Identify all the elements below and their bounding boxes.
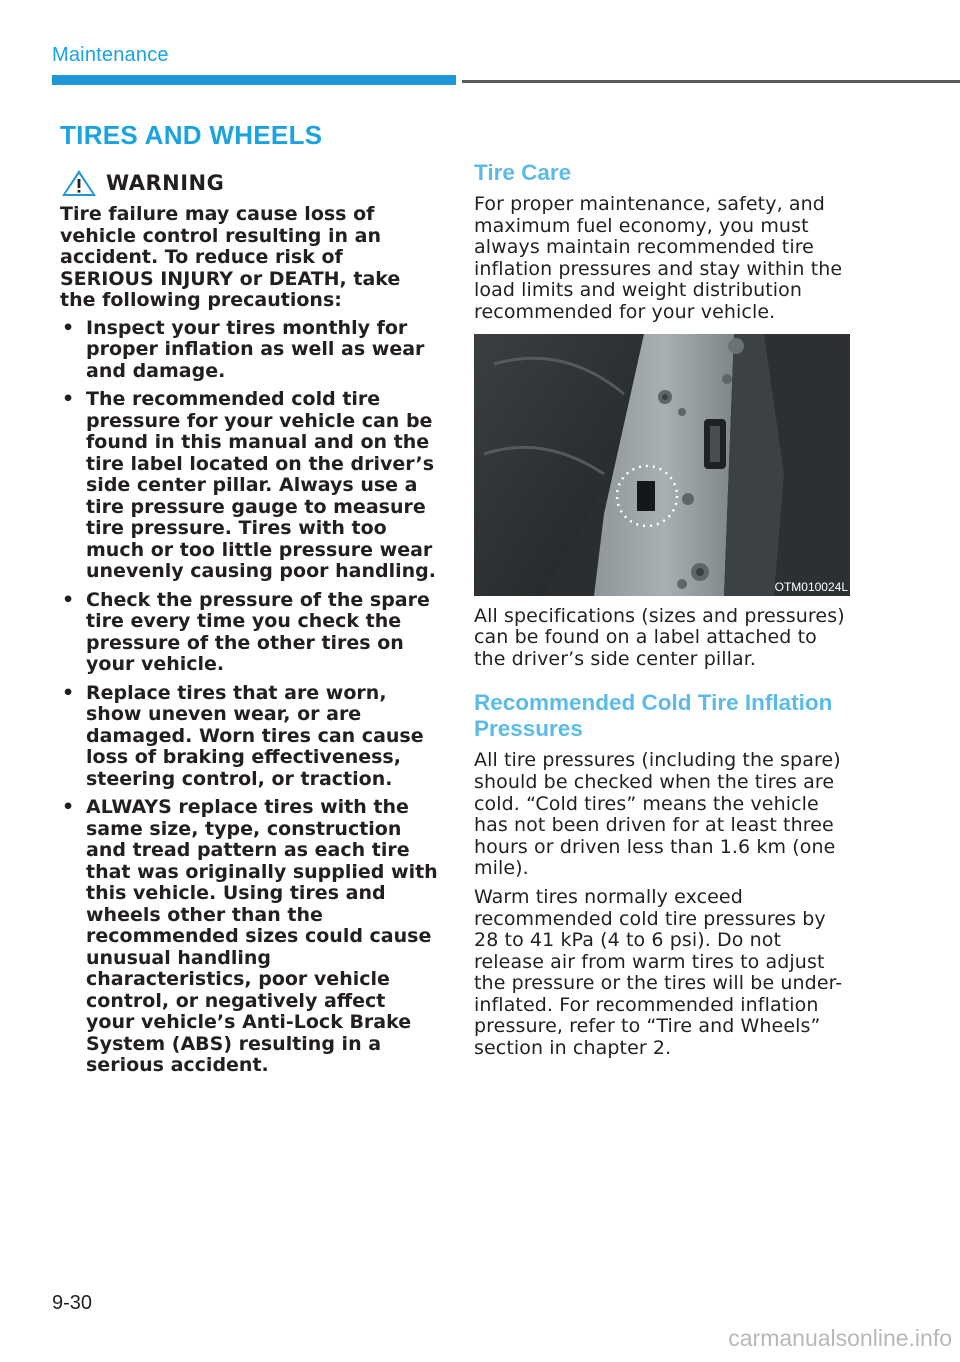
warning-triangle-icon [60,168,98,198]
bullet-dot-icon: • [62,588,75,611]
bullet-dot-icon: • [62,388,75,410]
tire-label-location-text: All specifications (sizes and pressures) can be found on a label attached to the driver’s side center pillar. [474,604,845,670]
tire-care-column [474,160,850,1067]
bullet-dot-icon: • [62,316,75,339]
cold-tire-heading: Recommended Cold Tire Inflation Pressures [474,690,833,742]
warning-bullet [60,318,440,383]
page-number: 9-30 [52,1292,93,1314]
warning-bullet-text: The recommended cold tire pressure for your vehicle can be found in this manual and on the tire label located on the driver’s side center pillar. Always use a tire pressure gauge to measure tire pressure. Tires with too much or too little pressure wear unevenly causing poor handling. [86,388,436,582]
warning-heading-text: WARNING [106,171,225,195]
warning-bullet-text: Check the pressure of the spare tire every time you check the pressure of the other tires on your vehicle. [86,588,430,675]
tire-label-photo [474,334,850,596]
section-title: TIRES AND WHEELS [60,120,323,150]
bullet-dot-icon: • [62,796,75,818]
warning-column [60,166,440,1084]
header-rule [462,80,960,83]
warning-intro: Tire failure may cause loss of vehicle control resulting in an accident. To reduce risk of SERIOUS INJURY or DEATH, take the following precautions: [60,203,401,311]
warning-bullet [60,389,440,583]
header-rule-accent [52,75,456,85]
warning-bullet-text: Inspect your tires monthly for proper inflation as well as wear and damage. [86,316,425,382]
warning-bullet [60,683,440,791]
warning-bullet [60,797,440,1077]
warning-bullet-list [60,318,440,1077]
header-section-label: Maintenance [52,44,169,66]
warning-bullet-text: Replace tires that are worn, show uneven wear, or are damaged. Worn tires can cause loss of braking effectiveness, steering control, or traction. [86,681,424,790]
cold-tire-paragraph-2: Warm tires normally exceed recommended cold tire pressures by 28 to 41 kPa (4 to 6 psi). Do not release air from warm tires to adjust the pressure or the tires will be under-inflated. For recommended inflation pressure, refer to “Tire and Wheels” section in chapter 2. [474,885,843,1060]
tire-care-text: For proper maintenance, safety, and maximum fuel economy, you must always maintain recommended tire inflation pressures and stay within the load limits and weight distribution recommended for your vehicle. [474,193,843,323]
tire-care-heading: Tire Care [474,160,572,185]
watermark: carmanualsonline.info [728,1325,952,1351]
image-code-caption: OTM010024L [774,579,848,594]
warning-bullet [60,590,440,676]
door-pillar-illustration [474,334,850,596]
warning-bullet-text: ALWAYS replace tires with the same size, type, construction and tread pattern as each tire that was originally supplied with this vehicle. Using tires and wheels other than the recommended sizes could cause unusual handling characteristics, poor vehicle control, or negatively affect your vehicle’s Anti-Lock Brake System (ABS) resulting in a serious accident. [86,796,438,1076]
cold-tire-paragraph-1: All tire pressures (including the spare) should be checked when the tires are cold. “Cold tires” means the vehicle has not been driven for at least three hours or driven less than 1.6 km (one mile). [474,749,841,880]
warning-heading [60,166,440,200]
bullet-dot-icon: • [62,681,75,704]
